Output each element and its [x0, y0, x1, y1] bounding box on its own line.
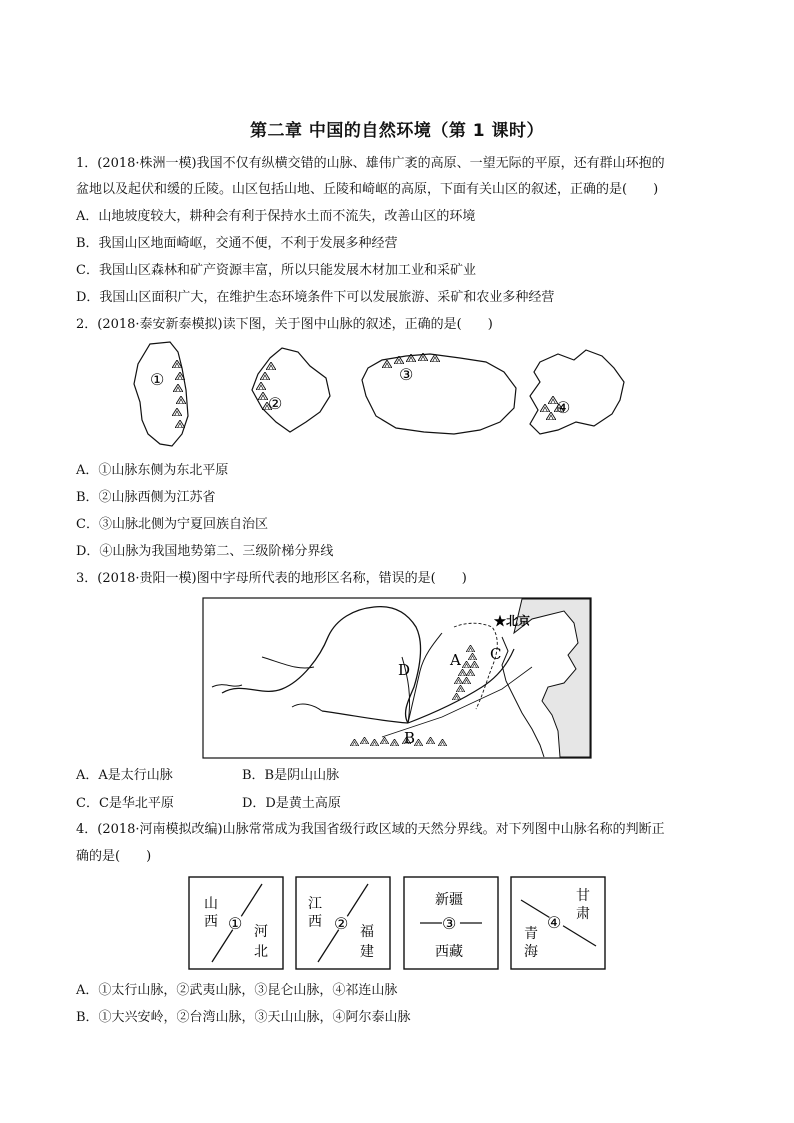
q1-option-b[interactable]: B．我国山区地面崎岖，交通不便，不利于发展多种经营 [76, 236, 398, 251]
q4-box-2-p1a: 江 [308, 896, 322, 912]
q4-stem-line1: 4．(2018·河南模拟改编)山脉常常成为我国省级行政区域的天然分界线。对下列图中山脉名称的判断正 [76, 822, 665, 837]
q4-box-3 [404, 877, 498, 969]
q2-map-4-label: ④ [556, 398, 571, 417]
q4-box-3-p1: 新疆 [435, 892, 463, 908]
q2-province-maps [120, 338, 640, 450]
q3-stem: 3．(2018·贵阳一模)图中字母所代表的地形区名称，错误的是( ) [76, 571, 467, 586]
q2-map-1 [134, 342, 188, 446]
q4-box-4 [511, 877, 605, 969]
q4-stem-line2: 确的是( ) [76, 849, 152, 864]
q4-box-2-p2a: 福 [360, 924, 374, 940]
q2-option-c[interactable]: C．③山脉北侧为宁夏回族自治区 [76, 517, 268, 532]
q4-box-1-p2b: 北 [254, 944, 268, 960]
q3-option-b[interactable]: B．B是阴山山脉 [242, 768, 340, 783]
q1-option-d[interactable]: D．我国山区面积广大，在维护生态环境条件下可以发展旅游、采矿和农业多种经营 [76, 290, 555, 305]
q4-box-3-p2: 西藏 [435, 944, 463, 960]
q2-stem: 2．(2018·泰安新泰模拟)读下图，关于图中山脉的叙述，正确的是( ) [76, 317, 493, 332]
q4-option-b[interactable]: B．①大兴安岭，②台湾山脉，③天山山脉，④阿尔泰山脉 [76, 1010, 411, 1025]
q2-option-b[interactable]: B．②山脉西侧为江苏省 [76, 490, 216, 505]
q3-option-a[interactable]: A．A是太行山脉 [76, 768, 173, 783]
q4-boundary-diagrams [188, 876, 608, 970]
q4-box-1-p1a: 山 [204, 896, 218, 912]
q3-terrain-map [202, 597, 592, 759]
q3-option-c[interactable]: C．C是华北平原 [76, 796, 174, 811]
q3-label-c: C [490, 645, 502, 663]
q4-box-1-num: ① [228, 914, 243, 933]
q2-map-3 [362, 353, 516, 434]
q4-box-2-p2b: 建 [360, 944, 374, 960]
q4-box-4-num: ④ [547, 913, 562, 932]
q4-box-3-num: ③ [442, 914, 457, 933]
q4-box-1-p2a: 河 [254, 924, 268, 940]
q3-option-d[interactable]: D．D是黄土高原 [242, 796, 341, 811]
q4-box-4-p1a: 甘 [576, 888, 590, 904]
q2-map-4 [530, 350, 624, 434]
q4-box-1 [189, 877, 283, 969]
q4-box-4-p2a: 青 [524, 926, 538, 942]
q2-map-2-label: ② [268, 394, 283, 413]
q4-box-4-p1b: 肃 [576, 906, 590, 922]
q3-label-a: A [450, 651, 461, 669]
q2-map-2 [252, 348, 330, 432]
q3-label-d: D [398, 661, 411, 679]
q3-beijing-label: ★北京 [494, 614, 531, 628]
q1-stem-line2: 盆地以及起伏和缓的丘陵。山区包括山地、丘陵和崎岖的高原，下面有关山区的叙述，正确的是( ) [76, 182, 659, 197]
q4-box-4-p2b: 海 [524, 944, 538, 960]
q2-map-1-label: ① [150, 370, 165, 389]
q2-map-3-label: ③ [399, 365, 414, 384]
q3-label-b: B [404, 729, 416, 747]
q1-stem-line1: 1．(2018·株洲一模)我国不仅有纵横交错的山脉、雄伟广袤的高原、一望无际的平原，还有群山环抱的 [76, 156, 665, 171]
q1-option-c[interactable]: C．我国山区森林和矿产资源丰富，所以只能发展木材加工业和采矿业 [76, 263, 476, 278]
q4-box-2-num: ② [334, 914, 349, 933]
q4-box-1-p1b: 西 [204, 914, 218, 930]
q2-option-a[interactable]: A．①山脉东侧为东北平原 [76, 463, 229, 478]
page-title: 第二章 中国的自然环境（第 1 课时） [249, 121, 545, 141]
q1-option-a[interactable]: A．山地坡度较大，耕种会有利于保持水土而不流失，改善山区的环境 [76, 209, 476, 224]
q4-option-a[interactable]: A．①太行山脉，②武夷山脉，③昆仑山脉，④祁连山脉 [76, 983, 398, 998]
q2-option-d[interactable]: D．④山脉为我国地势第二、三级阶梯分界线 [76, 544, 334, 559]
q4-box-2 [296, 877, 390, 969]
q4-box-2-p1b: 西 [308, 914, 322, 930]
